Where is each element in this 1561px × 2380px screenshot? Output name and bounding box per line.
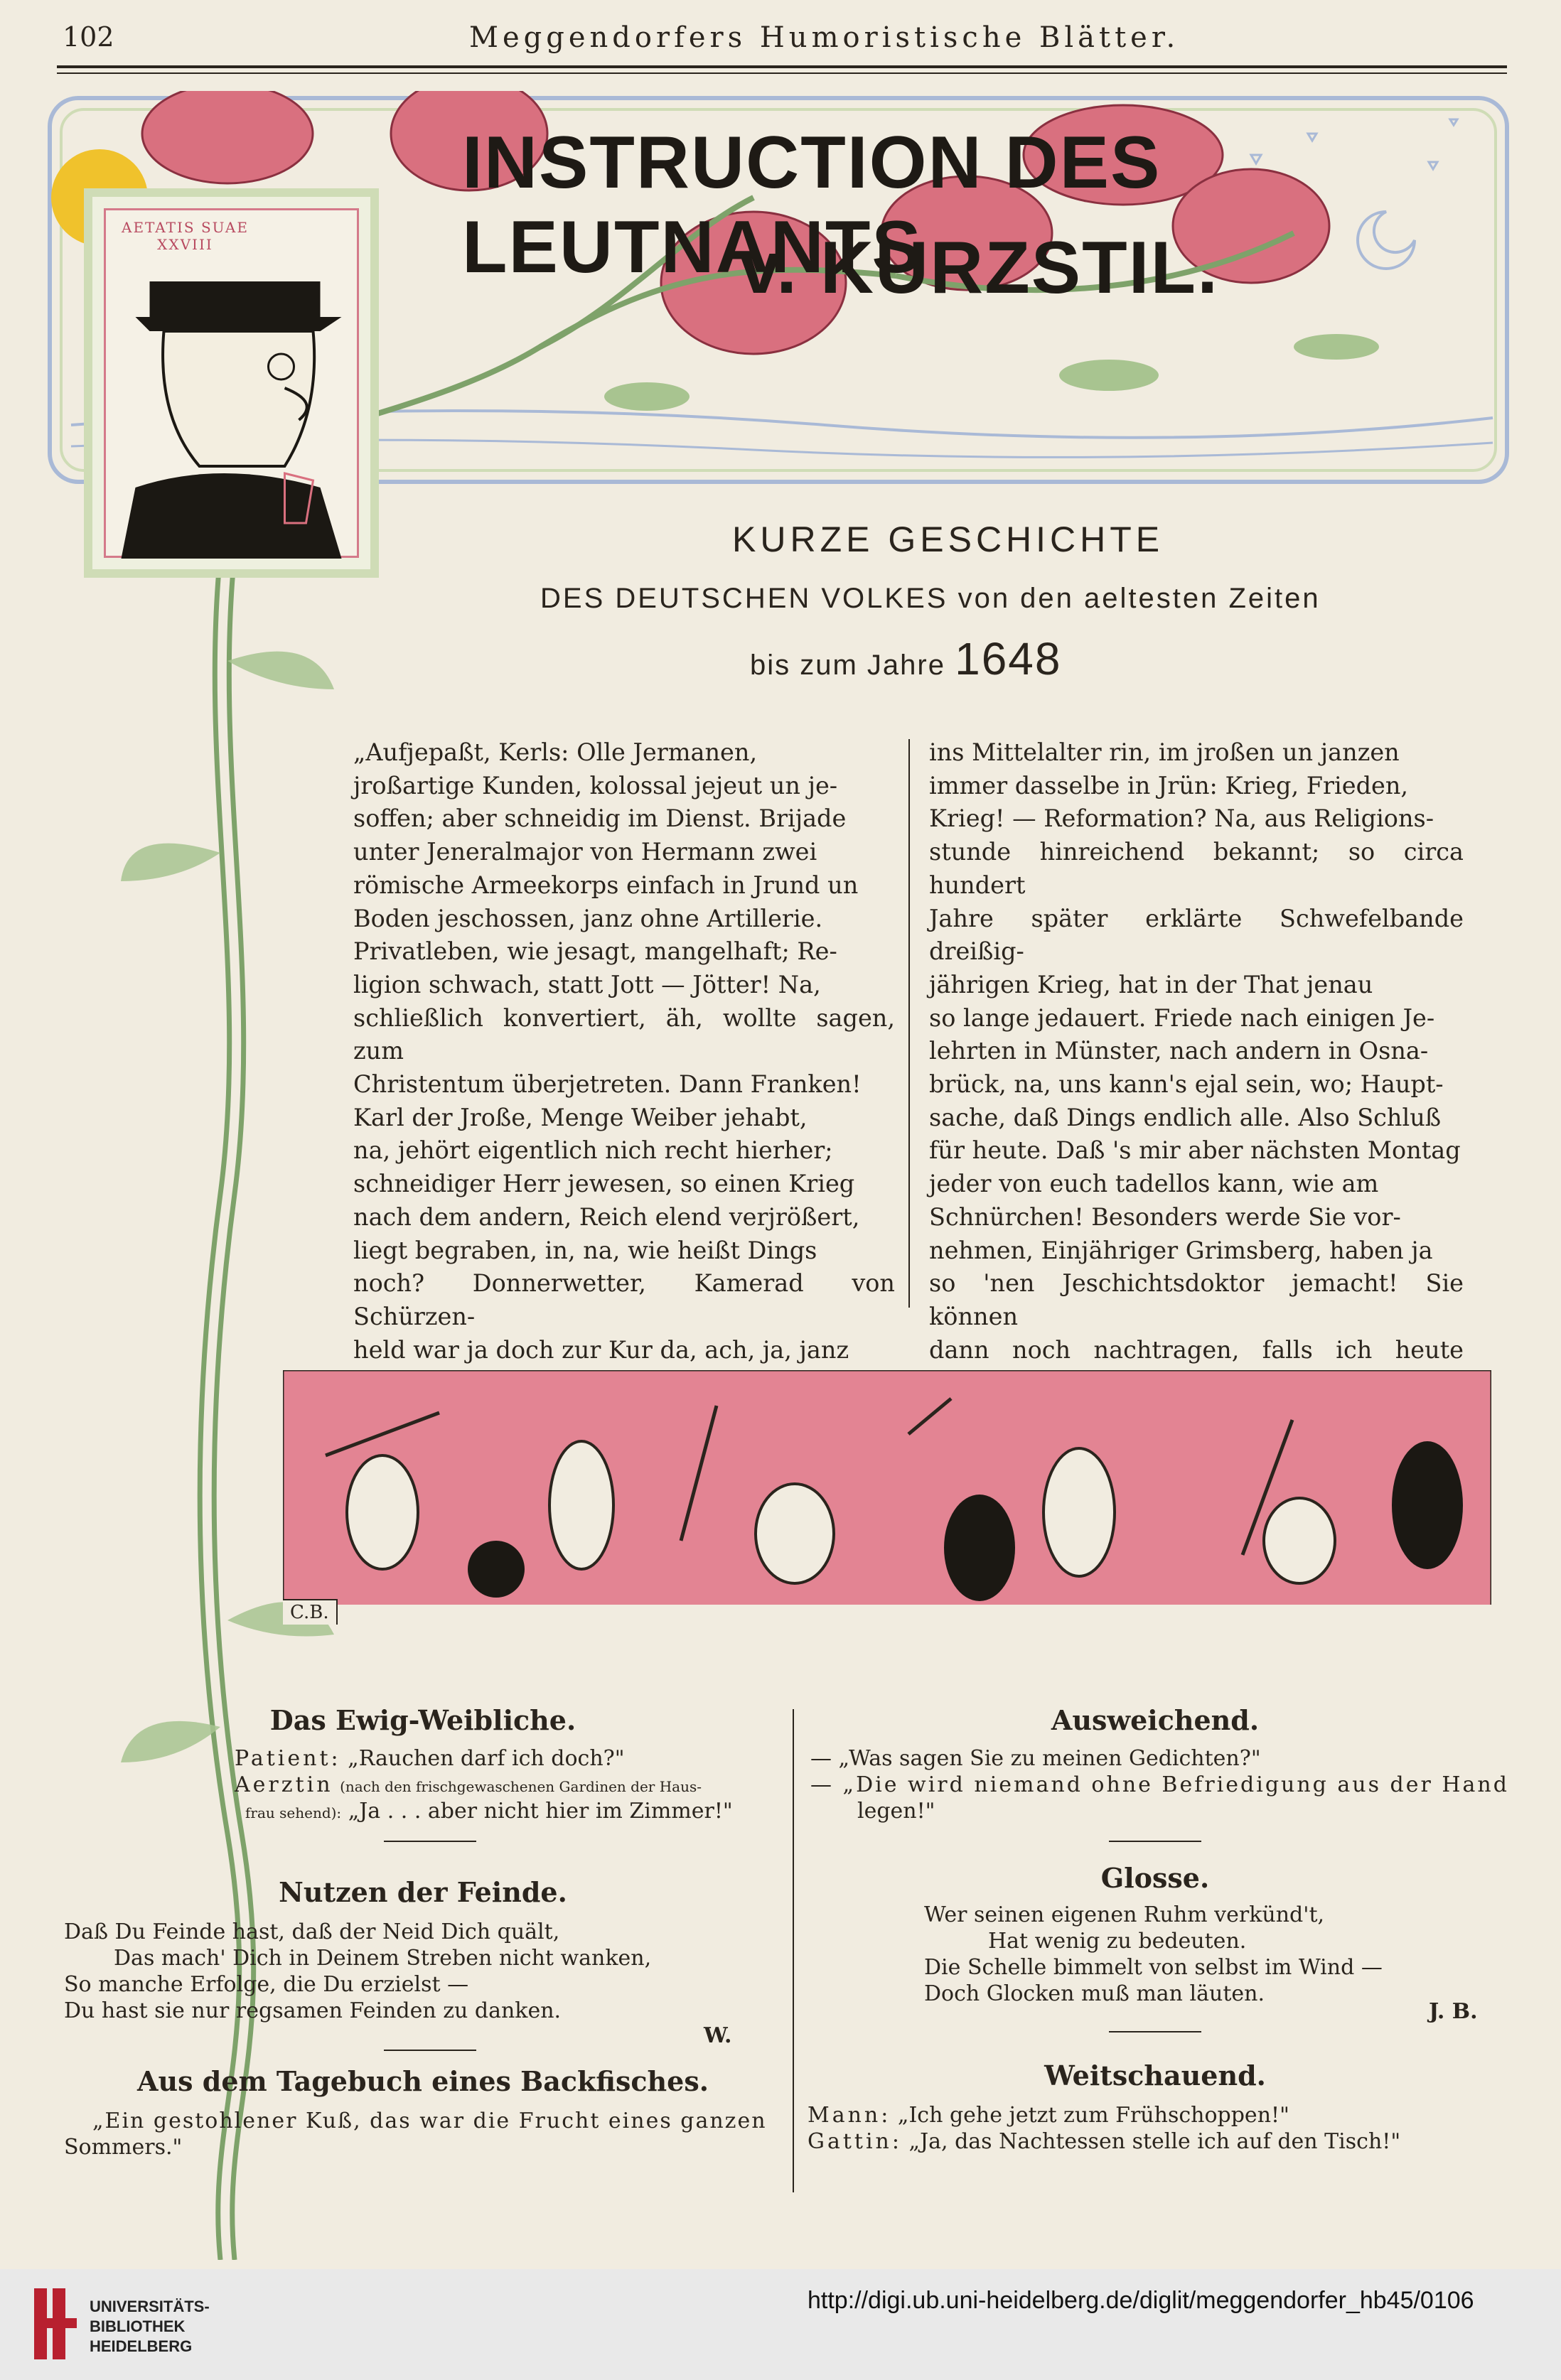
article-left-line: held war ja doch zur Kur da, ach, ja, janz [353,1335,849,1364]
joke-title-tagebuch: Aus dem Tagebuch eines Backfisches. [137,2065,709,2097]
article-column-left [353,736,895,1400]
article-right-line: nehmen, Einjähriger Grimsberg, haben ja [929,1236,1433,1264]
poem-nutzen-line1: Daß Du Feinde hast, daß der Neid Dich quält, [64,1919,560,1944]
joke-weitschauend-gattin-label: Gattin: [808,2129,902,2154]
joke-weitschauend-gattin-text: „Ja, das Nachtessen stelle ich auf den Tisch!" [908,2129,1401,2154]
poem-glosse-line1: Wer seinen eigenen Ruhm verkünd't, [924,1902,1325,1927]
article-left-line: soffen; aber schneidig im Dienst. Brijade [353,804,847,833]
article-left-line: jroßartige Kunden, kolossal jejeut un je- [353,771,838,799]
article-left-line: ligion schwach, statt Jott — Jötter! Na, [353,970,821,998]
article-left-line: schließlich konvertiert, äh, wollte sagen, zum [353,1003,895,1065]
running-title: Meggendorfers Humoristische Blätter. [469,21,1180,54]
joke-ewig-patient [235,1745,789,1772]
joke-ausweichend-text [810,1745,1514,1824]
library-logo-icon [28,2281,85,2366]
article-left-line: römische Armeekorps einfach in Jrund un [353,871,859,899]
article-right-line: stunde hinreichend bekannt; so circa hundert [929,838,1464,899]
article-right-line: so 'nen Jeschichtsdoktor jemacht! Sie können [929,1269,1464,1330]
separator-rule [1109,2031,1201,2032]
poem-nutzen-line4: Du hast sie nur regsamen Feinden zu danken. [64,1998,562,2023]
article-left-line: unter Jeneralmajor von Hermann zwei [353,838,817,866]
joke-tagebuch-line1: „Ein gestohlener Kuß, das war die Frucht eines ganzen [92,2109,767,2133]
joke-title-ausweichend: Ausweichend. [1051,1704,1260,1736]
joke-ewig-aerztin-note: (nach den frischgewaschenen Gardinen der Haus- [340,1778,702,1795]
library-name-line1: UNIVERSITÄTS- [90,2298,210,2315]
article-right-line: für heute. Daß 's mir aber nächsten Montag [929,1136,1461,1165]
joke-title-ewig: Das Ewig-Weibliche. [269,1704,576,1736]
subtitle-year: 1648 [955,633,1062,684]
article-left-line: liegt begraben, in, na, wie heißt Dings [353,1236,817,1264]
library-name [90,2297,210,2357]
joke-weitschauend-mann-label: Mann: [808,2103,891,2128]
poem-nutzen-line2: Das mach' Dich in Deinem Streben nicht wanken, [114,1946,652,1971]
article-right-line: sache, daß Dings endlich alle. Also Schluß [929,1103,1442,1131]
article-right-line: Krieg! — Reformation? Na, aus Religions- [929,804,1434,833]
poem-glosse-line3: Die Schelle bimmelt von selbst im Wind — [924,1955,1383,1980]
joke-ausweichend-line3: legen!" [857,1799,935,1824]
poem-nutzen [64,1919,782,2024]
article-left-line: na, jehört eigentlich nich recht hierher; [353,1136,833,1165]
subtitle-line3 [750,632,1061,685]
separator-rule [384,1841,476,1842]
article-right-line: immer dasselbe in Jrün: Krieg, Frieden, [929,771,1409,799]
bottom-column-divider [793,1709,794,2192]
article-right-line: lehrten in Münster, nach andern in Osna- [929,1037,1429,1065]
joke-ewig-aerztin-reply [245,1798,789,1826]
subtitle-line3-prefix: bis zum Jahre [750,650,945,681]
joke-title-weitschauend: Weitschauend. [1044,2059,1266,2091]
article-right-line: Jahre später erklärte Schwefelbande dreißig- [929,904,1464,966]
article-left-line: Privatleben, wie jesagt, mangelhaft; Re- [353,937,837,966]
portrait-inscription [122,219,249,253]
library-name-line3: HEIDELBERG [90,2337,193,2355]
joke-ewig-aerztin-label: Aerztin [235,1772,333,1797]
poem-glosse-line4: Doch Glocken muß man läuten. [924,1981,1265,2006]
joke-tagebuch-text [64,2108,782,2160]
portrait-frame [84,188,379,578]
joke-weitschauend-mann-text: „Ich gehe jetzt zum Frühschoppen!" [897,2103,1289,2128]
article-right-line: Schnürchen! Besonders werde Sie vor- [929,1202,1401,1231]
footer-bar [0,2269,1561,2380]
joke-ausweichend-line2: — „Die wird niemand ohne Befriedigung aus der Hand [810,1772,1509,1797]
header-rule [57,65,1507,68]
poem-nutzen-author: W. [704,2023,732,2048]
joke-tagebuch-line2: Sommers." [64,2135,183,2160]
article-left-line: „Aufjepaßt, Kerls: Olle Jermanen, [353,738,758,766]
joke-weitschauend-gattin [808,2128,1511,2155]
article-left-line: Boden jeschossen, janz ohne Artillerie. [353,904,823,932]
poem-glosse-line2: Hat wenig zu bedeuten. [988,1929,1247,1954]
article-left-line: schneidiger Herr jewesen, so einen Krieg [353,1170,855,1198]
marching-figures-cartoon [283,1370,1491,1622]
joke-ewig-patient-label: Patient: [235,1746,341,1771]
article-right-line: dann noch nachtragen, falls ich heute [929,1335,1464,1364]
article-right-line: ins Mittelalter rin, im jroßen un janzen [929,738,1400,766]
officer-portrait-illustration [106,253,357,559]
joke-weitschauend-mann [808,2102,1511,2128]
joke-ewig-aerztin-note2: frau sehend): [245,1804,342,1821]
poem-glosse [924,1902,1507,2007]
separator-rule [384,2050,476,2051]
portrait-inscription-line2: XXVIII [157,236,213,253]
article-column-right [929,736,1464,1433]
article-title-line1: INSTRUCTION DES LEUTNANTS [462,122,1162,289]
source-url-link[interactable]: http://digi.ub.uni-heidelberg.de/diglit/meggendorfer_hb45/0106 [808,2287,1474,2314]
joke-title-nutzen: Nutzen der Feinde. [279,1876,567,1908]
subtitle-line1: KURZE GESCHICHTE [732,519,1164,559]
portrait-inscription-line1: AETATIS SUAE [122,219,249,236]
article-left-line: Karl der Jroße, Menge Weiber jehabt, [353,1103,808,1131]
article-right-line: brück, na, uns kann's ejal sein, wo; Haupt- [929,1070,1444,1099]
library-name-line2: BIBLIOTHEK [90,2317,186,2335]
joke-ewig-aerztin [235,1772,789,1800]
article-right-line: jährigen Krieg, hat in der That jenau [929,970,1373,998]
article-right-line: jeder von euch tadellos kann, wie am [929,1170,1379,1198]
joke-title-glosse: Glosse. [1100,1862,1210,1894]
poem-glosse-author: J. B. [1429,1999,1478,2024]
article-left-line: noch? Donnerwetter, Kamerad von Schürzen- [353,1269,895,1330]
page-number: 102 [63,21,114,53]
article-left-line: nach dem andern, Reich elend verjrößert, [353,1202,860,1231]
header-rule-thin [57,72,1507,74]
joke-ausweichend-line1: — „Was sagen Sie zu meinen Gedichten?" [810,1746,1261,1771]
joke-ewig-aerztin-text: „Ja . . . aber nicht hier im Zimmer!" [348,1799,733,1824]
article-left-line: Christentum überjetreten. Dann Franken! [353,1070,862,1099]
joke-ewig-patient-text: „Rauchen darf ich doch?" [348,1746,625,1771]
column-divider [908,739,910,1308]
cartoon-signature: C.B. [283,1599,338,1625]
article-right-line: so lange jedauert. Friede nach einigen Je- [929,1003,1435,1032]
subtitle-line2: DES DEUTSCHEN VOLKES von den aeltesten Zeiten [540,583,1321,614]
article-title-line2: v. KURZSTIL. [739,227,1219,309]
poem-nutzen-line3: So manche Erfolge, die Du erzielst — [64,1972,469,1997]
portrait-panel [104,208,359,558]
separator-rule [1109,1841,1201,1842]
